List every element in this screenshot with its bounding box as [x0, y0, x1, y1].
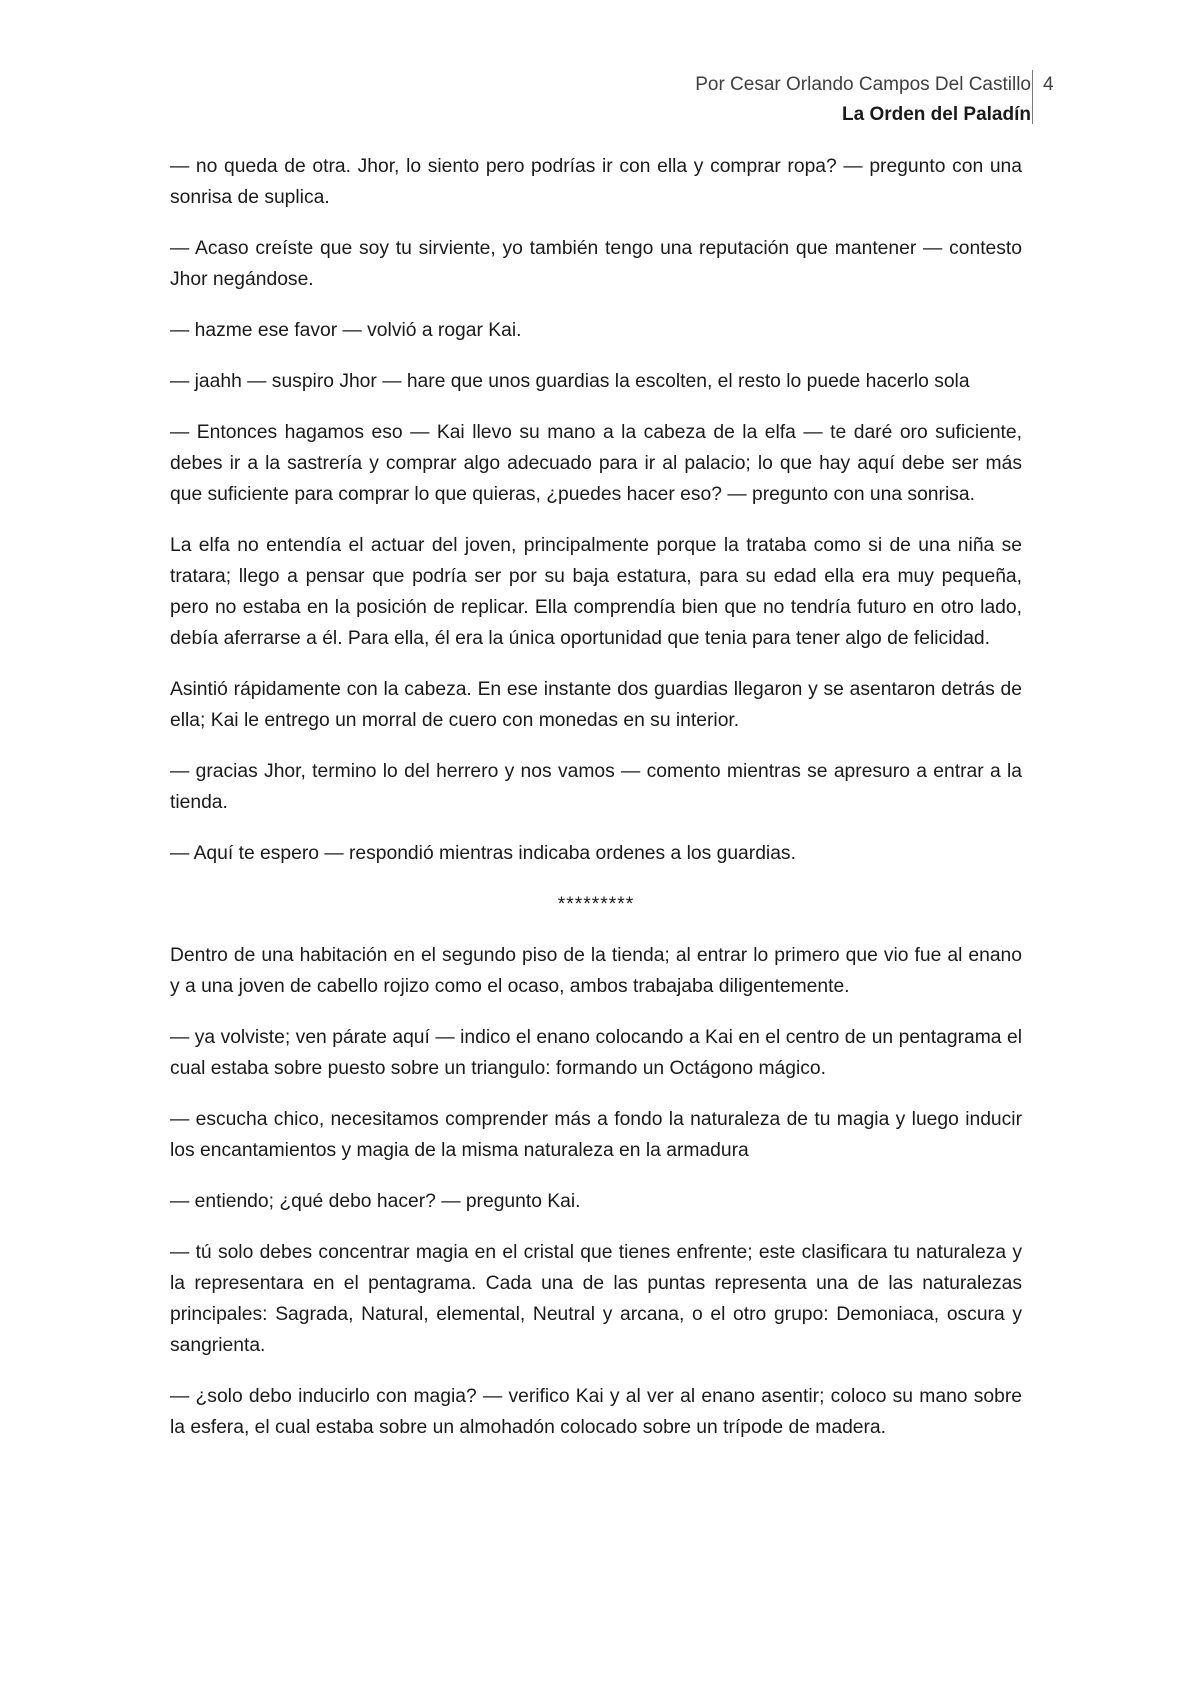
- paragraph: — jaahh — suspiro Jhor — hare que unos guardias la escolten, el resto lo puede hacerlo sola: [170, 371, 970, 392]
- page-number: 4: [1043, 74, 1054, 95]
- paragraph: — gracias Jhor, termino lo del herrero y nos vamos — comento mientras se apresuro a entrar a la tienda.: [170, 761, 1022, 813]
- paragraph: — ya volviste; ven párate aquí — indico el enano colocando a Kai en el centro de un pentagrama el cual estaba sobre puesto sobre un triangulo: formando un Octágono mágico.: [170, 1027, 1022, 1079]
- paragraph: — Aquí te espero — respondió mientras indicaba ordenes a los guardias.: [170, 843, 796, 864]
- header-divider: [1032, 70, 1033, 124]
- paragraph: — no queda de otra. Jhor, lo siento pero podrías ir con ella y comprar ropa? — pregunto con una sonrisa de suplica.: [170, 156, 1022, 208]
- paragraph: — tú solo debes concentrar magia en el cristal que tienes enfrente; este clasificara tu naturaleza y la representara en el pentagrama. Cada una de las puntas representa una de las naturalezas principales: Sagrada, Natural, elemental, Neutral y arcana, o el otro grupo: Demoniaca, oscura y sangrienta.: [170, 1242, 1022, 1356]
- paragraph: Dentro de una habitación en el segundo piso de la tienda; al entrar lo primero que vio fue al enano y a una joven de cabello rojizo como el ocaso, ambos trabajaba diligentemente.: [170, 945, 1022, 997]
- page-body: [170, 151, 1022, 1463]
- paragraph: — escucha chico, necesitamos comprender más a fondo la naturaleza de tu magia y luego inducir los encantamientos y magia de la misma naturaleza en la armadura: [170, 1109, 1022, 1161]
- paragraph: La elfa no entendía el actuar del joven, principalmente porque la trataba como si de una niña se tratara; llego a pensar que podría ser por su baja estatura, para su edad ella era muy pequeña, pero no estaba en la posición de replicar. Ella comprendía bien que no tendría futuro en otro lado, debía aferrarse a él. Para ella, él era la única oportunidad que tenia para tener algo de felicidad.: [170, 535, 1022, 649]
- paragraph: — entiendo; ¿qué debo hacer? — pregunto Kai.: [170, 1191, 581, 1212]
- paragraph: — Entonces hagamos eso — Kai llevo su mano a la cabeza de la elfa — te daré oro suficiente, debes ir a la sastrería y comprar algo adecuado para ir al palacio; lo que hay aquí debe ser más que suficiente para comprar lo que quieras, ¿puedes hacer eso? — pregunto con una sonrisa.: [170, 422, 1022, 505]
- paragraph: — Acaso creíste que soy tu sirviente, yo también tengo una reputación que mantener — contesto Jhor negándose.: [170, 238, 1022, 290]
- header-book-title: La Orden del Paladín: [842, 104, 1031, 125]
- header-author: Por Cesar Orlando Campos Del Castillo: [695, 74, 1031, 95]
- paragraph: — ¿solo debo inducirlo con magia? — verifico Kai y al ver al enano asentir; coloco su mano sobre la esfera, el cual estaba sobre un almohadón colocado sobre un trípode de madera.: [170, 1386, 1022, 1438]
- scene-separator: *********: [557, 894, 635, 915]
- paragraph: Asintió rápidamente con la cabeza. En ese instante dos guardias llegaron y se asentaron detrás de ella; Kai le entrego un morral de cuero con monedas en su interior.: [170, 679, 1022, 731]
- paragraph: — hazme ese favor — volvió a rogar Kai.: [170, 320, 522, 341]
- running-header: [695, 70, 1031, 130]
